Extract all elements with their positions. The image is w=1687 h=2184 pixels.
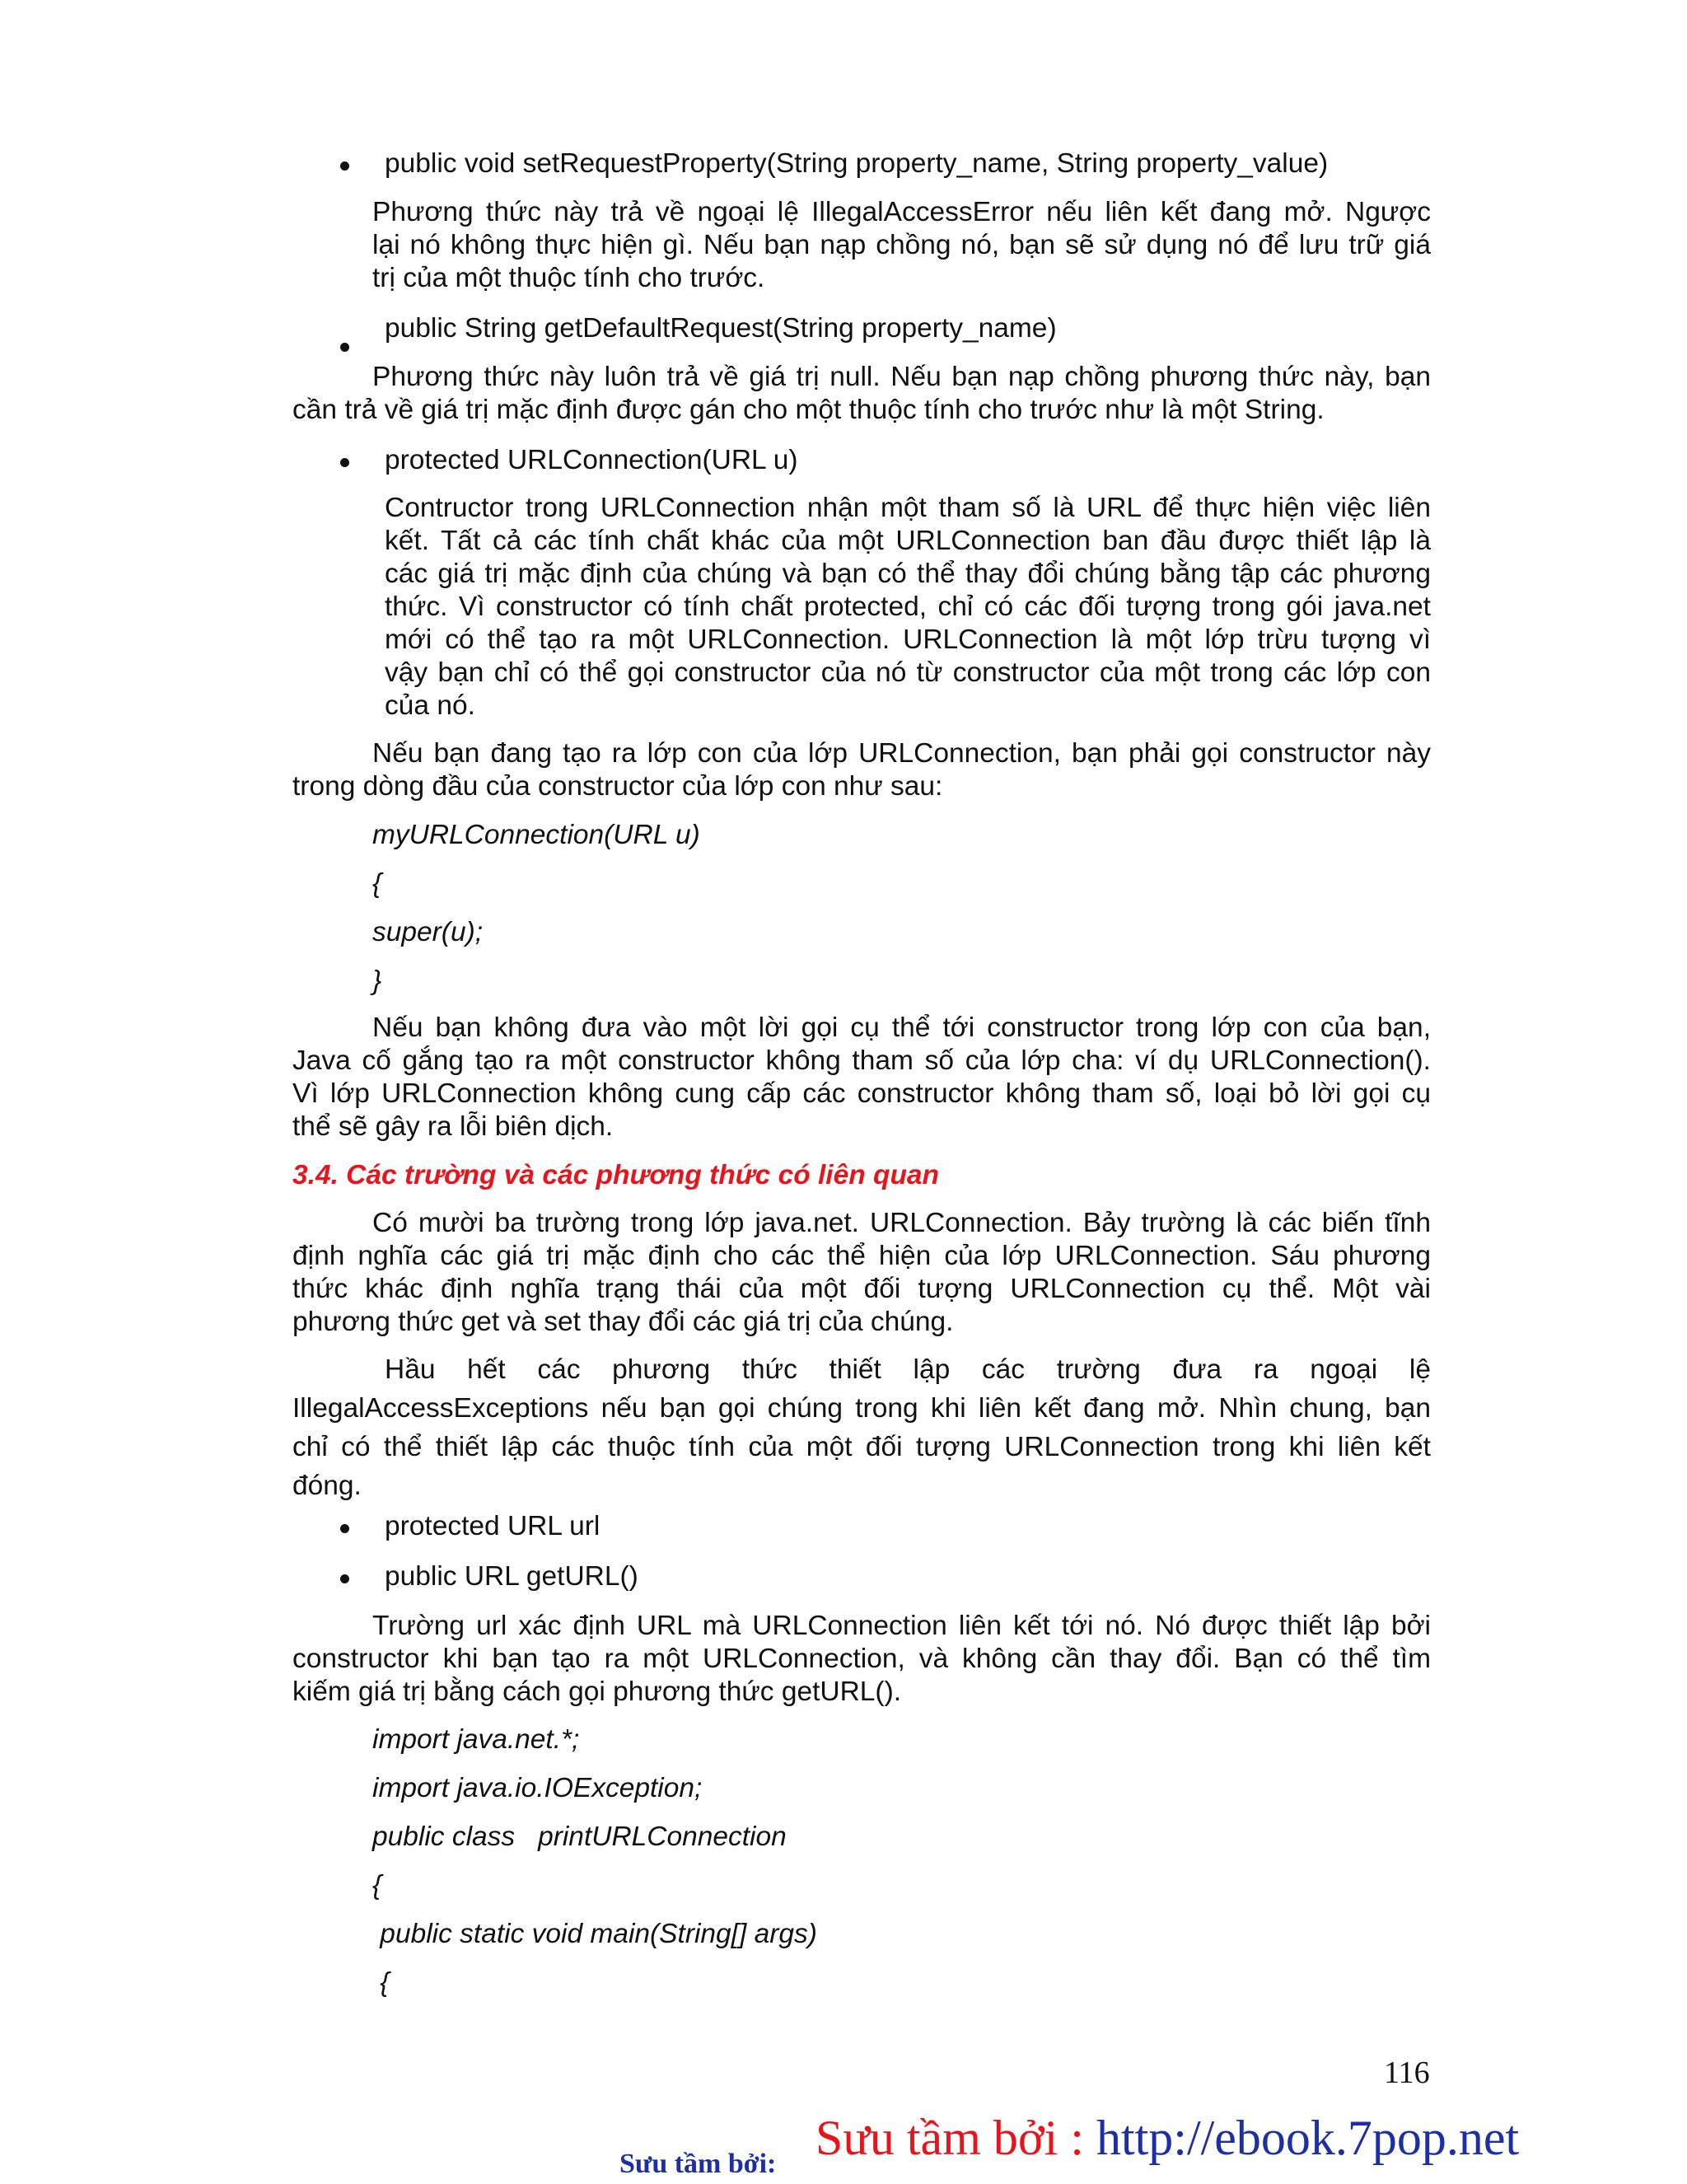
paragraph-line: thức khác định nghĩa trạng thái của một đối tượng URLConnection cụ thể. Một vài xyxy=(292,1274,1431,1304)
code-line: { xyxy=(372,868,382,899)
paragraph-line: chỉ có thể thiết lập các thuộc tính của một đối tượng URLConnection trong khi liên kết xyxy=(292,1432,1431,1462)
paragraph-line: kết. Tất cả các tính chất khác của một URLConnection ban đầu được thiết lập là xyxy=(385,526,1431,556)
paragraph-line: constructor khi bạn tạo ra một URLConnection, và không cần thay đổi. Bạn có thể tìm xyxy=(292,1644,1431,1674)
method-signature: public String getDefaultRequest(String property_name) xyxy=(385,313,1057,344)
method-signature: public void setRequestProperty(String property_name, String property_value) xyxy=(385,148,1329,179)
bullet-icon xyxy=(340,1574,349,1583)
paragraph-line: phương thức get và set thay đổi các giá trị của chúng. xyxy=(292,1307,954,1337)
paragraph-line: Vì lớp URLConnection không cung cấp các constructor không tham số, loại bỏ lời gọi cụ xyxy=(292,1078,1431,1109)
paragraph-line: các giá trị mặc định của chúng và bạn có thể thay đổi chúng bằng tập các phương xyxy=(385,559,1431,589)
method-signature: public URL getURL() xyxy=(385,1561,638,1592)
watermark-url[interactable]: http://ebook.7pop.net xyxy=(1096,2111,1520,2165)
paragraph-line: IllegalAccessExceptions nếu bạn gọi chúng trong khi liên kết đang mở. Nhìn chung, bạn xyxy=(292,1393,1431,1424)
paragraph-line: Contructor trong URLConnection nhận một tham số là URL để thực hiện việc liên xyxy=(385,493,1431,523)
paragraph-line: cần trả về giá trị mặc định được gán cho một thuộc tính cho trước như là một String. xyxy=(292,395,1325,425)
paragraph-line: Nếu bạn không đưa vào một lời gọi cụ thể tới constructor trong lớp con của bạn, xyxy=(372,1012,1431,1043)
paragraph-line: Phương thức này trả về ngoại lệ IllegalAccessError nếu liên kết đang mở. Ngược xyxy=(372,197,1431,227)
code-line: public class printURLConnection xyxy=(372,1822,787,1852)
method-signature: protected URLConnection(URL u) xyxy=(385,445,798,475)
paragraph-line: thức. Vì constructor có tính chất protected, chỉ có các đối tượng trong gói java.net xyxy=(385,592,1431,622)
paragraph-line: trong dòng đầu của constructor của lớp con như sau: xyxy=(292,771,943,802)
paragraph-line: trị của một thuộc tính cho trước. xyxy=(372,263,765,293)
code-line: myURLConnection(URL u) xyxy=(372,820,700,850)
paragraph-line: Phương thức này luôn trả về giá trị null. Nếu bạn nạp chồng phương thức này, bạn xyxy=(372,362,1431,392)
footer-credit: Sưu tầm bởi: xyxy=(619,2149,777,2179)
code-line: } xyxy=(372,966,382,996)
paragraph-line: kiếm giá trị bằng cách gọi phương thức getURL(). xyxy=(292,1677,902,1707)
code-line: public static void main(String[] args) xyxy=(372,1919,817,1949)
paragraph-line: thể sẽ gây ra lỗi biên dịch. xyxy=(292,1111,614,1142)
paragraph-line: định nghĩa các giá trị mặc định cho các thể hiện của lớp URLConnection. Sáu phương xyxy=(292,1241,1431,1271)
bullet-icon xyxy=(340,1524,349,1533)
code-line: { xyxy=(372,1870,382,1901)
code-line: { xyxy=(372,1967,390,1998)
paragraph-line: vậy bạn chỉ có thể gọi constructor của nó từ constructor của một trong các lớp con xyxy=(385,657,1431,688)
page-number: 116 xyxy=(1384,2055,1430,2090)
watermark xyxy=(815,2109,1519,2167)
paragraph-line: Hầu hết các phương thức thiết lập các trường đưa ra ngoại lệ xyxy=(385,1354,1431,1385)
code-line: import java.io.IOException; xyxy=(372,1773,703,1803)
paragraph-line: mới có thể tạo ra một URLConnection. URLConnection là một lớp trừu tượng vì xyxy=(385,624,1431,655)
paragraph-line: đóng. xyxy=(292,1471,362,1501)
bullet-icon xyxy=(340,161,349,171)
paragraph-line: lại nó không thực hiện gì. Nếu bạn nạp chồng nó, bạn sẽ sử dụng nó để lưu trữ giá xyxy=(372,230,1431,260)
paragraph-line: Trường url xác định URL mà URLConnection liên kết tới nó. Nó được thiết lập bởi xyxy=(372,1611,1431,1641)
paragraph-line: của nó. xyxy=(385,690,475,721)
bullet-icon xyxy=(340,458,349,467)
section-heading: 3.4. Các trường và các phương thức có liên quan xyxy=(292,1160,940,1190)
watermark-label: Sưu tầm bởi : xyxy=(815,2111,1096,2165)
paragraph-line: Có mười ba trường trong lớp java.net. URLConnection. Bảy trường là các biến tĩnh xyxy=(372,1208,1431,1238)
code-line: import java.net.*; xyxy=(372,1724,580,1755)
field-signature: protected URL url xyxy=(385,1511,600,1541)
paragraph-line: Nếu bạn đang tạo ra lớp con của lớp URLConnection, bạn phải gọi constructor này xyxy=(372,738,1431,769)
bullet-icon xyxy=(340,343,349,352)
code-line: super(u); xyxy=(372,917,484,947)
paragraph-line: Java cố gắng tạo ra một constructor không tham số của lớp cha: ví dụ URLConnection(). xyxy=(292,1045,1431,1076)
